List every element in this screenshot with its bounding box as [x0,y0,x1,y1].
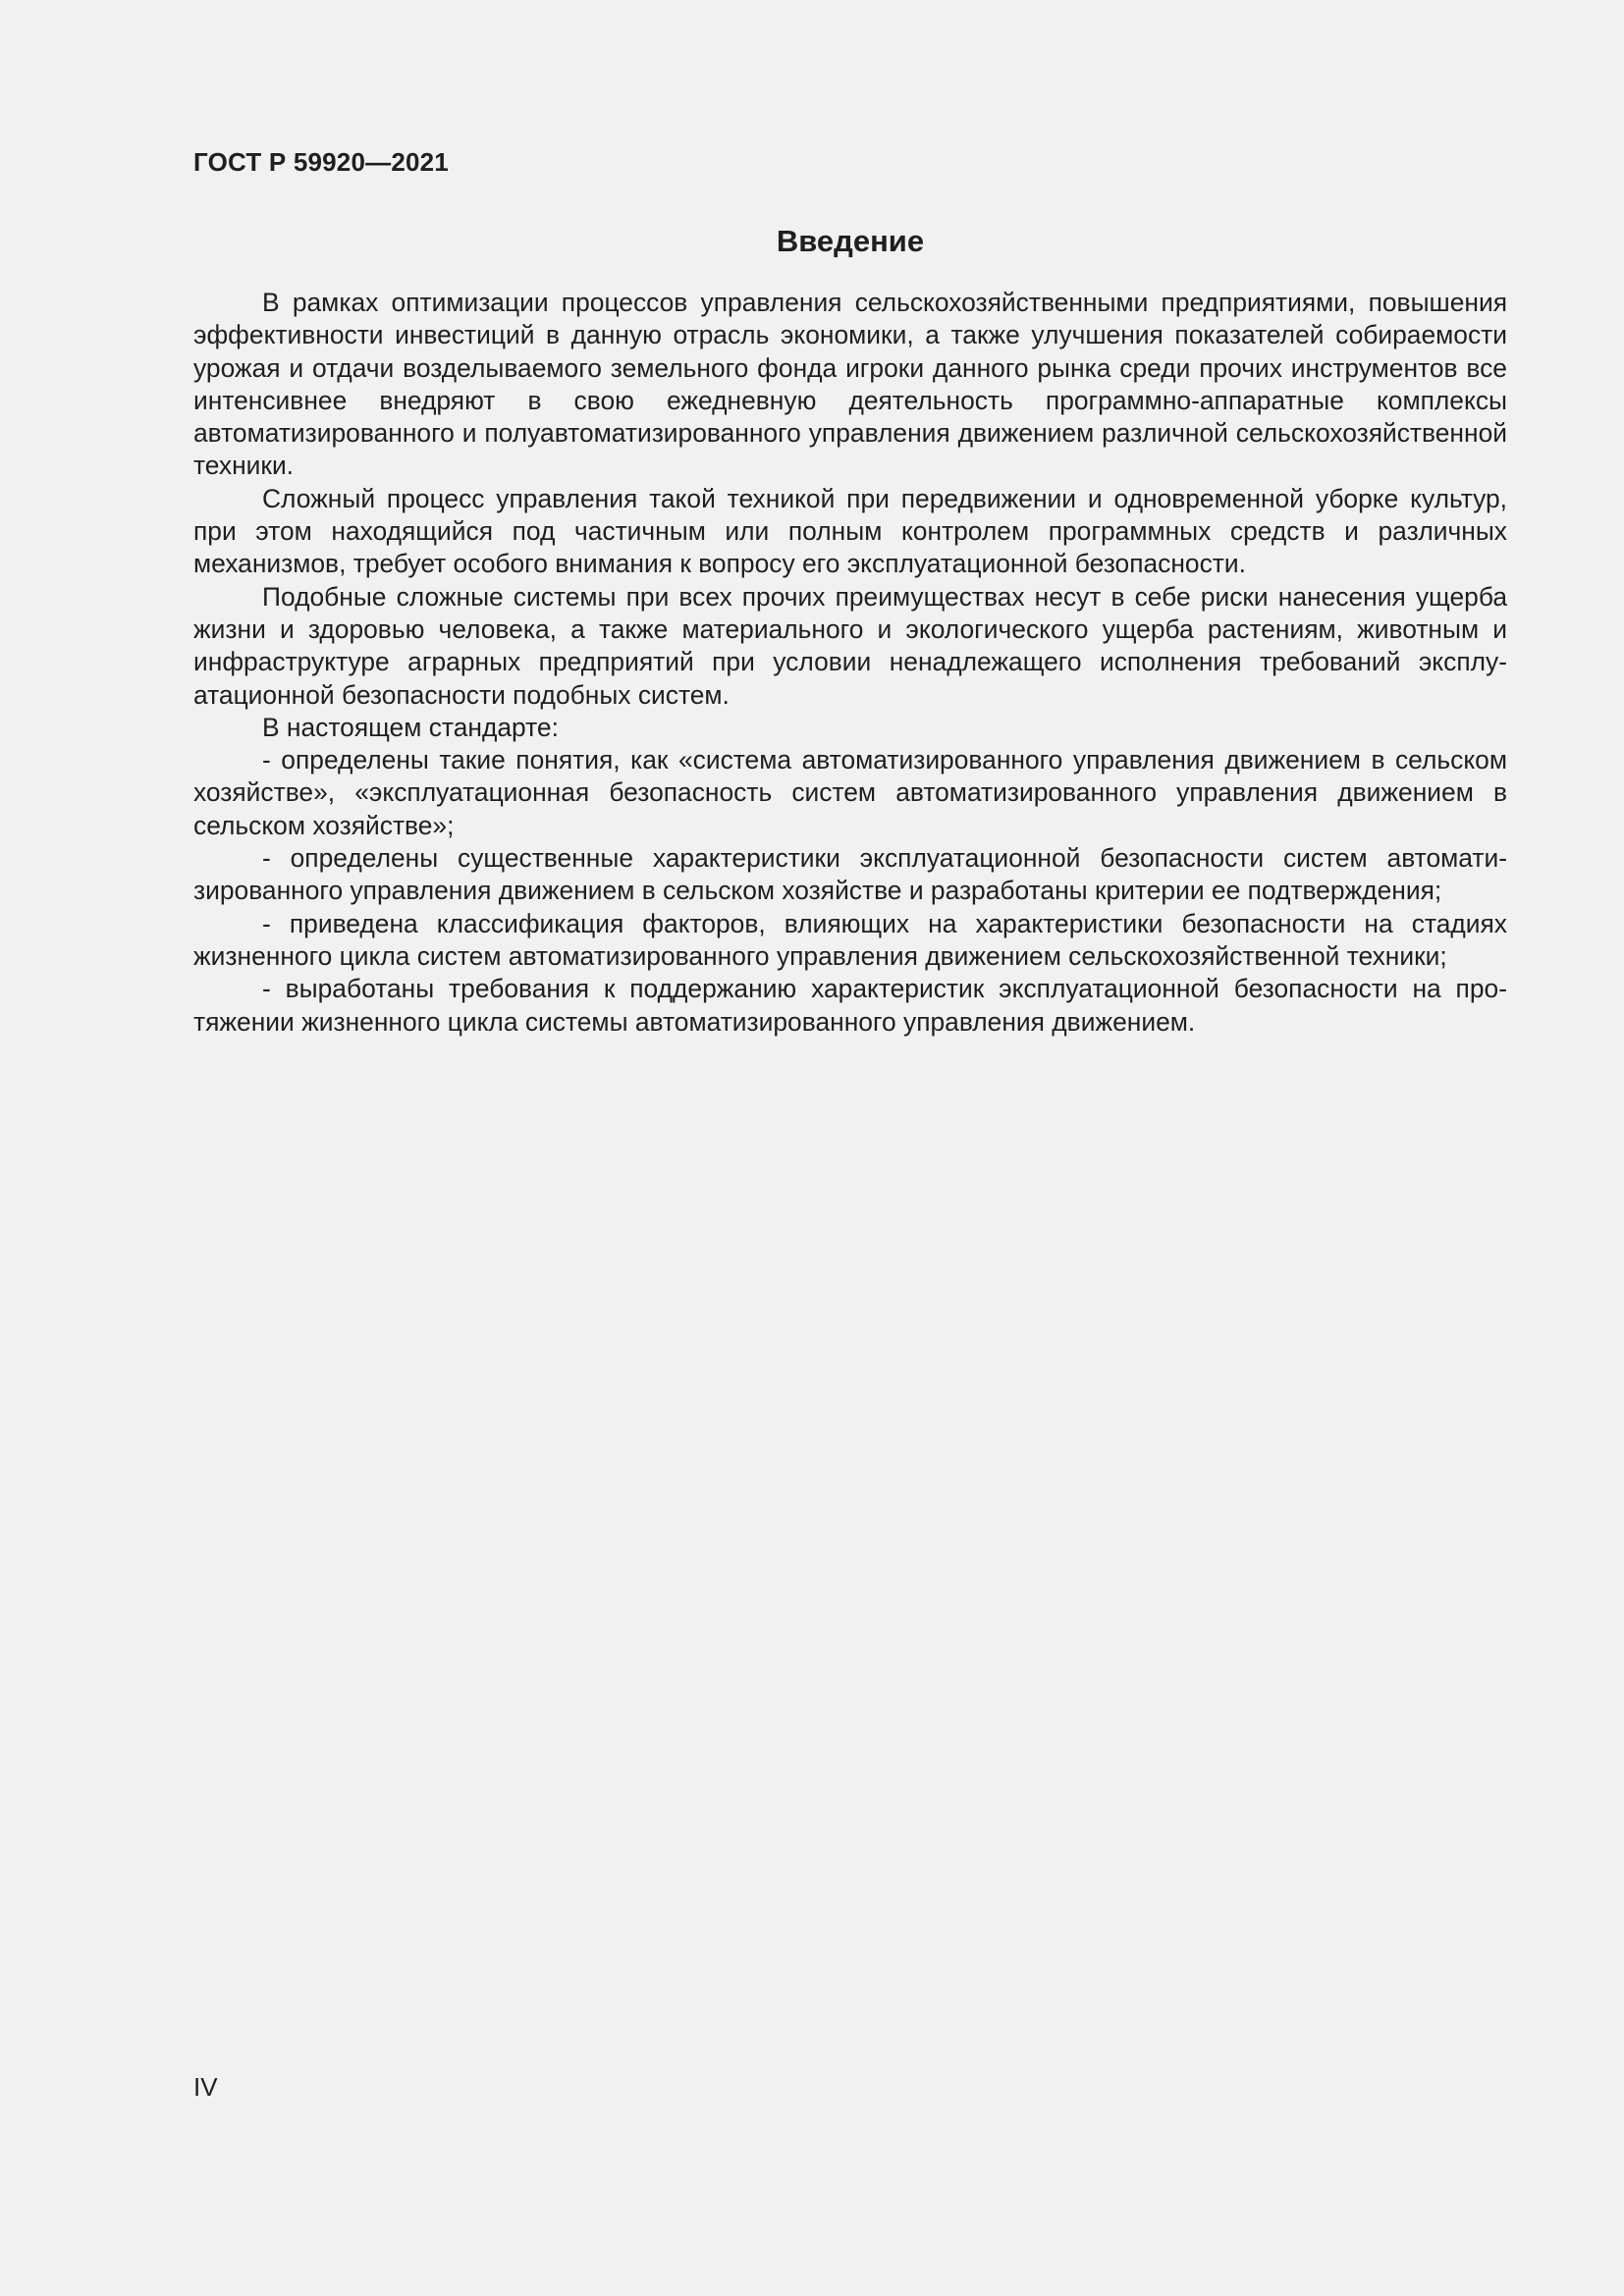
document-id: ГОСТ Р 59920—2021 [193,147,449,177]
paragraph: В рамках оптимизации процессов управления сельскохозяйственными предприятиями, повышения эффективности инвестиций в данную отрасль экономики, а также улучшения показателей собираемости урожая и отдачи возделываемого земельного фонда игроки данного рынка среди прочих инструментов все интенсивнее внедряют в свою ежедневную деятельность программно-аппаратные комплексы автоматизированного и полуавтоматизированного управления движением различной сельскохозяйственной техники. [193,288,1507,481]
list-item: - приведена классификация факторов, влияющих на характеристики безопасности на стадиях жизненного цикла систем автоматизированного управления движением сельскохозяйственной техники; [193,908,1507,971]
section-body [193,287,1507,1039]
page-number: IV [193,2072,218,2102]
paragraph: Подобные сложные системы при всех прочих преимуществах несут в себе риски нанесения ущерба жизни и здоровью человека, а также материального и экологического ущерба растениям, животным и инфраструктуре аграрных предприятий при условии ненадлежащего исполнения требований эксплуатационной безопасности подобных систем. [193,581,1507,710]
paragraph: В настоящем стандарте: [262,712,559,742]
section-title: Введение [776,224,925,258]
list-item: - выработаны требования к поддержанию характеристик эксплуатационной безопасности на протяжении жизненного цикла системы автоматизированного управления движением. [193,974,1507,1037]
list-item: - определены такие понятия, как «система автоматизированного управления движением в сельском хозяйстве», «эксплуатационная безопасность систем автоматизированного управления движением в сельском хозяйстве»; [193,745,1507,840]
paragraph: Сложный процесс управления такой техникой при передвижении и одновременной уборке культур, при этом находящийся под частичным или полным контролем программных средств и различных механизмов, требует особого внимания к вопросу его эксплуатационной безопасности. [193,483,1507,579]
list-item: - определены существенные характеристики эксплуатационной безопасности систем автоматизированного управления движением в сельском хозяйстве и разработаны критерии ее подтверждения; [193,843,1507,906]
